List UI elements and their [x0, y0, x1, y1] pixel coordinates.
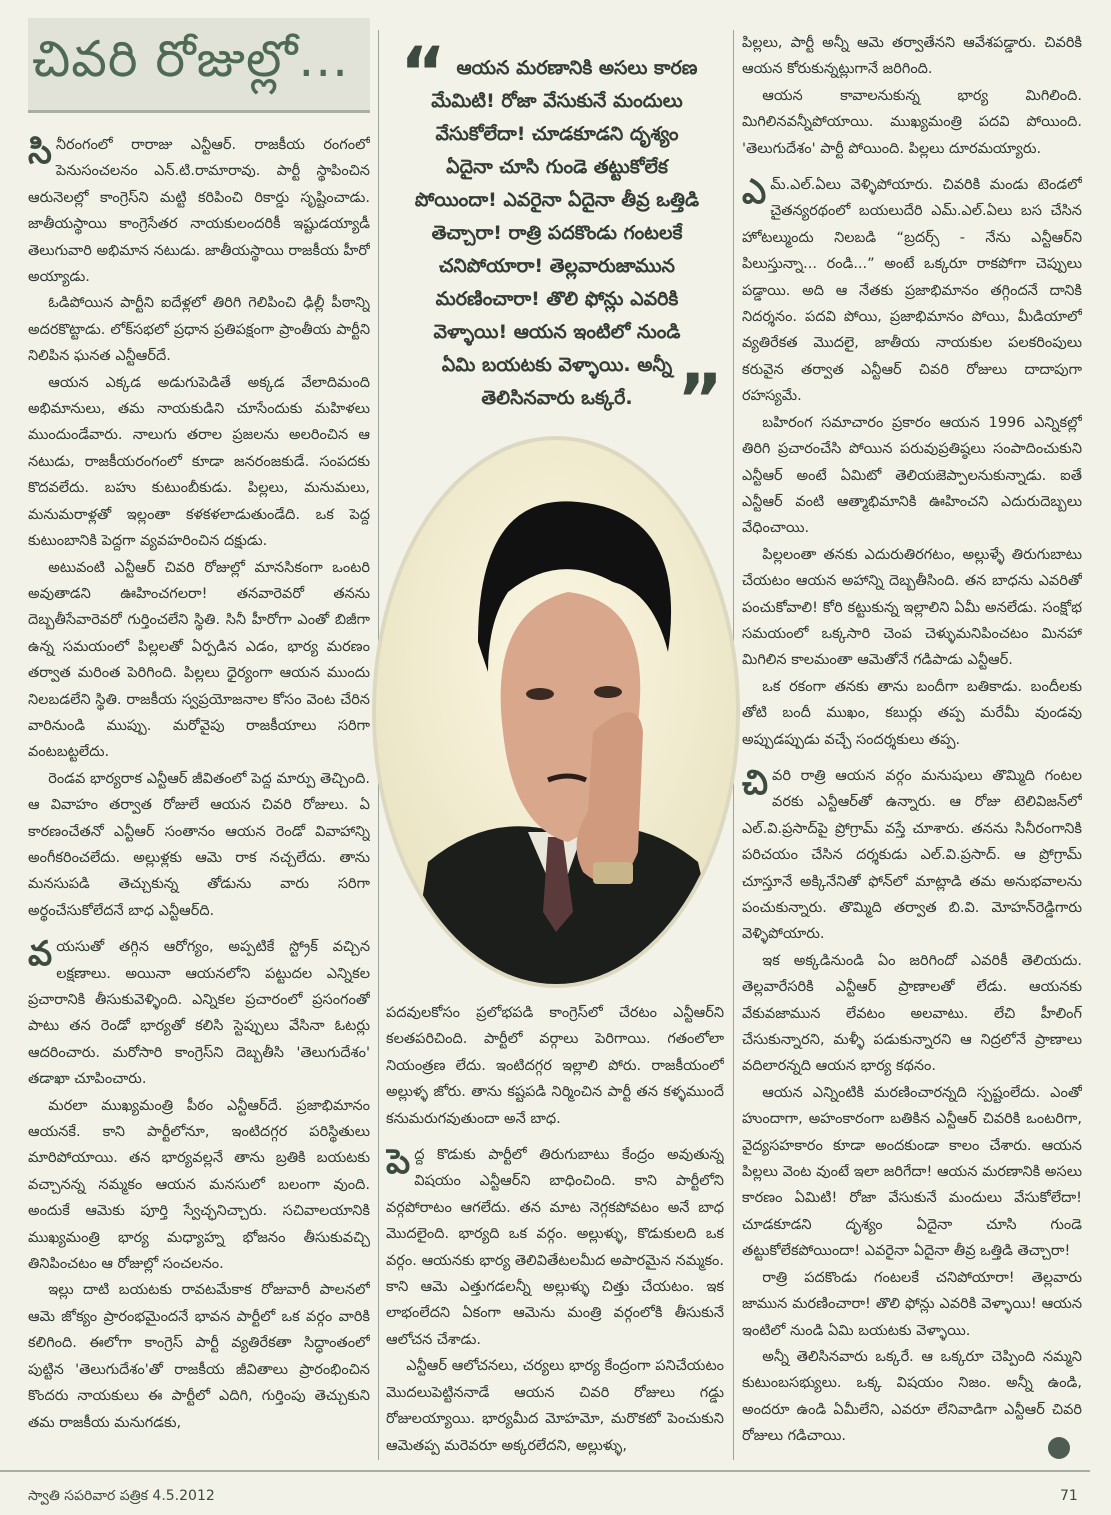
paragraph	[742, 83, 1082, 162]
paragraph-text: రాత్రి పదకొండు గంటలకే చనిపోయారా! తెల్లవారు జామున మరణించారా! తొలి ఫోన్లు ఎవరికి వెళ్ళాయి! ఆయన ఇంటిలో నుండి ఏమి బయటకు వెళ్ళాయి.	[742, 1269, 1082, 1339]
paragraph	[386, 1353, 724, 1459]
pull-quote-line: తెచ్చారా! రాత్రి పదకొండు గంటలకే	[431, 222, 683, 244]
paragraph-text: పిల్లలంతా తనకు ఎదురుతిరగటం, అల్లుళ్ళే తిరుగుబాటు చేయటం ఆయన అహాన్ని దెబ్బతీసింది. తన బాధను ఎవరితో పంచుకోవాలి! కోరి కట్టుకున్న ఇల్లాలిని ఏమీ అనలేడు. సంక్షోభ సమయంలో ఒక్కసారి చెంప చెళ్ళుమనిపించటం మినహా మిగిలిన కాలమంతా ఆమెతోనే గడిపాడు ఎన్టీఆర్.	[742, 546, 1082, 669]
paragraph-text: పదవులకోసం ప్రలోభపడి కాంగ్రెస్‌లో చేరటం ఎన్టీఆర్‌ని కలతపరిచింది. పార్టీలో వర్గాలు పెరిగాయి. గతంలోలా నియంత్రణ లేదు. ఇంటిదగ్గర ఇల్లాలి పోరు. రాజకీయంలో అల్లుళ్ళ జోరు. తాను కష్టపడి నిర్మించిన పార్టీ తన కళ్ళముందే కనుమరుగవుతుందా అనే బాధ.	[386, 1005, 724, 1127]
open-quote-icon: “	[400, 32, 447, 114]
paragraph-text: ఓడిపోయిన పార్టీని ఐదేళ్లలో తిరిగి గెలిపించి ఢిల్లీ పీఠాన్ని అదరకొట్టాడు. లోక్‌సభలో ప్రధాన ప్రతిపక్షంగా ప్రాంతీయ పార్టీని నిలిపిన ఘనత ఎన్టీఆర్‌దే.	[28, 295, 370, 365]
headline-rule	[28, 110, 370, 113]
drop-cap: ఎ	[742, 172, 767, 213]
paragraph-text: మరలా ముఖ్యమంత్రి పీఠం ఎన్టీఆర్‌దే. ప్రజాభిమానం ఆయనకే. కాని పార్టీలోనూ, ఇంటిదగ్గర పరిస్థితులు మారిపోయాయి. తన భార్యవల్లనే తాను బ్రతికి బయటకు వచ్చానన్న నమ్మకం ఆయన మనసులో బలంగా వుంది. అందుకే ఆమెకు పూర్తి స్వేచ్ఛనిచ్చారు. సచివాలయానికి ముఖ్యమంత్రి భార్య మధ్యాహ్న భోజనం తీసుకువచ్చి తినిపించటం ఆ రోజుల్లో సంచలనం.	[28, 1097, 370, 1273]
paragraph	[742, 763, 1082, 948]
headline-box	[28, 18, 370, 110]
paragraph	[386, 1000, 724, 1132]
pull-quote-line: మేమిటి! రోజా వేసుకునే మందులు	[431, 90, 683, 112]
paragraph-text: రెండవ భార్యరాక ఎన్టీఆర్ జీవితంలో పెద్ద మార్పు తెచ్చింది. ఆ వివాహం తర్వాత రోజులే ఆయన చివరి రోజులు. ఏ కారణంచేతనో ఎన్టీఆర్ సంతానం ఆయన రెండో వివాహాన్ని అంగీకరించలేదు. అల్లుళ్లకు ఆమె రాక నచ్చలేదు. తాను మనసుపడి తెచ్చుకున్న తోడును వారు సరిగా అర్థంచేసుకోలేదనే బాధ ఎన్టీఆర్‌ది.	[28, 770, 370, 919]
pull-quote-line: ఏమి బయటకు వెళ్ళాయి. అన్నీ	[441, 354, 673, 376]
article-column-3	[742, 30, 1082, 1465]
paragraph-text: అన్నీ తెలిసినవారు ఒక్కరే. ఆ ఒక్కరూ చెప్పింది నమ్మని కుటుంబసభ్యులు. ఒక్క విషయం నిజం. అన్నీ ఉండి, అందరూ ఉండి ఏమీలేని, ఎవరూ లేనివాడిగా ఎన్టీఆర్ చివరి రోజులు గడిచాయి.	[742, 1348, 1082, 1445]
paragraph	[742, 30, 1082, 83]
drop-cap: చి	[742, 762, 769, 803]
paragraph	[28, 934, 370, 1092]
pull-quote-line: ఏదైనా చూసి గుండె తట్టుకోలేక	[446, 156, 668, 178]
headline: చివరి రోజుల్లో...	[32, 30, 350, 88]
paragraph-text: వరి రాత్రి ఆయన వర్గం మనుషులు తొమ్మిది గంటల వరకు ఎన్టీఆర్‌తో ఉన్నారు. ఆ రోజు టెలివిజన్‌లో ఎల్.వి.ప్రసాద్‌పై ప్రోగ్రామ్ వస్తే చూశారు. తనను సినీరంగానికి పరిచయం చేసిన దర్శకుడు ఎల్.వి.ప్రసాద్. ఆ ప్రోగ్రామ్ చూస్తూనే అక్కినేనితో ఫోన్‌లో మాట్లాడి తమ అనుభవాలను పంచుకున్నారు. తొమ్మిది తర్వాత బి.వి. మోహన్‌రెడ్డిగారు వెళ్ళిపోయారు.	[742, 767, 1082, 943]
pull-quote-line: చనిపోయారా! తెల్లవారుజామున	[438, 255, 676, 277]
paragraph	[742, 542, 1082, 674]
paragraph-text: ఆయన కావాలనుకున్న భార్య మిగిలింది. మిగిలినవన్నీపోయాయి. ముఖ్యమంత్రి పదవి పోయింది. 'తెలుగుదేశం' పార్టీ పోయింది. పిల్లలు దూరమయ్యారు.	[742, 87, 1082, 157]
pull-quote-line: వేసుకోలేదా! చూడకూడని దృశ్యం	[435, 123, 679, 145]
footer-publication: స్వాతి సపరివార పత్రిక 4.5.2012	[28, 1488, 215, 1504]
paragraph-text: పిల్లలు, పార్టీ అన్నీ ఆమె తర్వాతేనని ఆవేశపడ్డారు. చివరికి ఆయన కోరుకున్నట్లుగానే జరిగింది.	[742, 35, 1082, 78]
paragraph	[742, 1344, 1082, 1450]
paragraph	[28, 132, 370, 290]
pull-quote-line: మరణించారా! తొలి ఫోన్లు ఎవరికి	[435, 288, 679, 310]
paragraph	[386, 1142, 724, 1353]
close-quote-icon: ”	[677, 359, 724, 441]
paragraph-text: ఆయన ఎక్కడ అడుగుపెడితే అక్కడ వేలాదిమంది అభిమానులు, తమ నాయకుడిని చూసేందుకు మహిళలు ముందుండేవారు. నాలుగు తరాల ప్రజలను అలరించిన ఆ నటుడు, రాజకీయరంగంలో కూడా జనరంజకుడే. సంపదకు కొదవలేదు. బహు కుటుంబీకుడు. పిల్లలు, మనుమలు, మనుమరాళ్లతో ఇల్లంతా కళకళలాడుతుండేది. ఒక పెద్ద కుటుంబానికి పెద్దగా వ్యవహరించిన దక్షుడు.	[28, 374, 370, 550]
paragraph	[742, 674, 1082, 753]
paragraph-text: ఆయన ఎన్నింటికి మరణించారన్నది స్పష్టంలేదు. ఎంతో హుందాగా, అహంకారంగా బతికిన ఎన్టీఆర్ చివరికి ఒంటరిగా, వైద్యసహకారం కూడా అందకుండా కాలం చేశారు. ఆయన పిల్లలు వెంట వుంటే ఇలా జరిగేదా! ఆయన మరణానికి అసలు కారణం ఏమిటి! రోజా వేసుకునే మందులు వేసుకోలేదా! చూడకూడని దృశ్యం ఏదైనా చూసి గుండె తట్టుకోలేకపోయిందా! ఎవరైనా ఏదైనా తీవ్ర ఒత్తిడి తెచ్చారా!	[742, 1084, 1082, 1260]
paragraph	[28, 1277, 370, 1435]
paragraph-text: యసుతో తగ్గిన ఆరోగ్యం, అప్పటికే స్ట్రోక్ వచ్చిన లక్షణాలు. అయినా ఆయనలోని పట్టుదల ఎన్నికల ప్రచారానికి తీసుకువెళ్ళింది. ఎన్నికల ప్రచారంలో ప్రసంగంతో పాటు తన రెండో భార్యతో కలిసి స్టెప్పులు వేసినా ఓటర్లు ఆదరించారు. మరోసారి కాంగ్రెస్‌ని దెబ్బతీసి 'తెలుగుదేశం' తడాఖా చూపించారు.	[28, 939, 370, 1088]
paragraph-text: ఇక అక్కడినుండి ఏం జరిగిందో ఎవరికీ తెలియదు. తెల్లవారేసరికి ఎన్టీఆర్ ప్రాణాలతో లేడు. ఆయనకు వేకువజామున లేవటం అలవాటు. లేచి హీలింగ్ చేసుకున్నారని, మళ్ళీ పడుకున్నారని ఆ నిద్రలోనే ప్రాణాలు వదిలారన్నది ఆయన భార్య కథనం.	[742, 952, 1082, 1075]
pull-quote-line: ఆయన మరణానికి అసలు కారణ	[456, 57, 698, 79]
paragraph-text: బహిరంగ సమాచారం ప్రకారం ఆయన 1996 ఎన్నికల్లో తిరిగి ప్రచారంచేసి పోయిన పరువుప్రతిష్ఠలు సంపాదించుకుని ఎన్టీఆర్ అంటే ఏమిటో తెలియజెప్పాలనుకున్నాడు. ఐతే ఎన్టీఆర్ వంటి ఆత్మాభిమానికి ఊహించని ఎదురుదెబ్బలు వేధించాయి.	[742, 414, 1082, 537]
article-column-2	[386, 1000, 724, 1460]
paragraph	[28, 766, 370, 924]
paragraph-text: ఇల్లు దాటి బయటకు రావటమేకాక రోజువారీ పాలనలో ఆమె జోక్యం ప్రారంభమైందనే భావన పార్టీలో ఒక వర్గం వారికి కలిగింది. ఈలోగా కాంగ్రెస్ పార్టీ వ్యతిరేకతా సిద్ధాంతంలో పుట్టిన 'తెలుగుదేశం'తో రాజకీయ జీవితాలు ప్రారంభించిన కొందరు నాయకులు ఈ పార్టీలో ఎదిగి, గుర్తింపు తెచ్చుకుని తమ రాజకీయ మనుగడకు,	[28, 1282, 370, 1431]
drop-cap: వ	[28, 934, 53, 975]
paragraph-text: మ్.ఎల్.ఏలు వెళ్ళిపోయారు. చివరికి మండు టెండలో చైతన్యరథంలో బయలుదేరి ఎమ్.ఎల్.ఏలు బస చేసిన హోటల్ముందు నిలబడి “బ్రదర్స్ - నేను ఎన్టీఆర్‌ని పిలుస్తున్నా... రండి...” అంటే ఒక్కరూ రాకపోగా చెప్పులు పడ్డాయి. అది ఆ నేతకు ప్రజాభిమానం తగ్గిందనే దానికి నిదర్శనం. పదవి పోయి, ప్రజాభిమానం పోయి, మీడియాలో వ్యతిరేకత మొదలై, జాతీయ నాయకుల పలకరింపులు కరువైన తర్వాత ఎన్టీఆర్ చివరి రోజులు దాదాపుగా రహస్యమే.	[742, 177, 1082, 405]
paragraph	[28, 290, 370, 369]
drop-cap: సి	[28, 132, 52, 172]
footer-rule	[0, 1470, 1090, 1472]
paragraph	[742, 172, 1082, 410]
paragraph	[742, 948, 1082, 1080]
paragraph-text: ఒక రకంగా తనకు తాను బందీగా బతికాడు. బందీలకు తోటి బందీ ముఖం, కబుర్లు తప్ప మరేమీ వుండవు అప్పుడప్పుడు వచ్చే సందర్శకులు తప్ప.	[742, 678, 1082, 748]
paragraph-text: ద్ద కొడుకు పార్టీలో తిరుగుబాటు కేంద్రం అవుతున్న విషయం ఎన్టీఆర్‌ని బాధించింది. కాని పార్టీలోని వర్గపోరాటం ఆగలేదు. తన మాట నెగ్గకపోవటం అనే బాధ మొదలైంది. భార్యది ఒక వర్గం. అల్లుళ్ళు, కొడుకులది ఒక వర్గం. ఆయనకు భార్య తెలివితేటలమీద అపారమైన నమ్మకం. కాని ఆమె ఎత్తుగడలన్నీ అల్లుళ్ళు చిత్తు చేయటం. ఇక లాభంలేదని ఏకంగా ఆమెను మంత్రి వర్గంలోకి తీసుకునే ఆలోచన చేశాడు.	[386, 1147, 724, 1348]
paragraph	[742, 410, 1082, 542]
pull-quote-line: పోయిందా! ఎవరైనా ఏదైనా తీవ్ర ఒత్తిడి	[414, 189, 700, 211]
paragraph-text: నీరంగంలో రారాజు ఎన్టీఆర్. రాజకీయ రంగంలో పెనుసంచలనం ఎన్.టి.రామారావు. పార్టీ స్థాపించిన ఆరునెలల్లో కాంగ్రెస్‌ని మట్టి కరిపించి రికార్డు సృష్టించాడు. జాతీయస్థాయి కాంగ్రెసేతర నాయకులందరికీ ఇష్టుడయ్యాడీ తెలుగువారి అభిమాన నటుడు. జాతీయస్థాయి రాజకీయ హీరో అయ్యాడు.	[28, 137, 370, 286]
paragraph	[28, 1093, 370, 1278]
publication-logo-icon	[1048, 1437, 1070, 1459]
pull-quote-line: వెళ్ళాయి! ఆయన ఇంటిలో నుండి	[433, 321, 681, 343]
paragraph-text: అటువంటి ఎన్టీఆర్ చివరి రోజుల్లో మానసికంగా ఒంటరి అవుతాడని ఊహించగలరా! తనవారెవరో తనను దెబ్బతీసేవారెవరో గుర్తించలేని స్థితి. సినీ హీరోగా ఎంతో బిజీగా ఉన్న సమయంలో పిల్లలతో ఏర్పడిన ఎడం, భార్య మరణం తర్వాత మరింత పెరిగింది. పిల్లలు ధైర్యంగా ఆయన ముందు నిలబడలేని స్థితి. రాజకీయ స్వప్రయోజనాల కోసం వెంట చేరిన వారినుండి ముప్పు. మరోవైపు రాజకీయాలు సరిగా వంటబట్టలేదు.	[28, 559, 370, 761]
drop-cap: పె	[386, 1142, 411, 1183]
pull-quote	[392, 30, 724, 441]
paragraph	[742, 1080, 1082, 1265]
pull-quote-line: తెలిసినవారు ఒక్కరే.	[481, 387, 633, 409]
paragraph	[28, 555, 370, 766]
article-column-1	[28, 122, 370, 1462]
portrait-photo	[368, 432, 744, 992]
page-number: 71	[1060, 1488, 1078, 1504]
paragraph	[28, 370, 370, 555]
paragraph	[742, 1265, 1082, 1344]
paragraph-text: ఎన్టీఆర్ ఆలోచనలు, చర్యలు భార్య కేంద్రంగా పనిచేయటం మొదలుపెట్టిననాడే ఆయన చివరి రోజులు గడ్డు రోజులయ్యాయి. భార్యమీద మోహమో, మరొకటో పెంచుకుని ఆమెతప్ప మరెవరూ అక్కరలేదని, అల్లుళ్ళు,	[386, 1358, 724, 1454]
pull-quote-text	[392, 52, 722, 415]
